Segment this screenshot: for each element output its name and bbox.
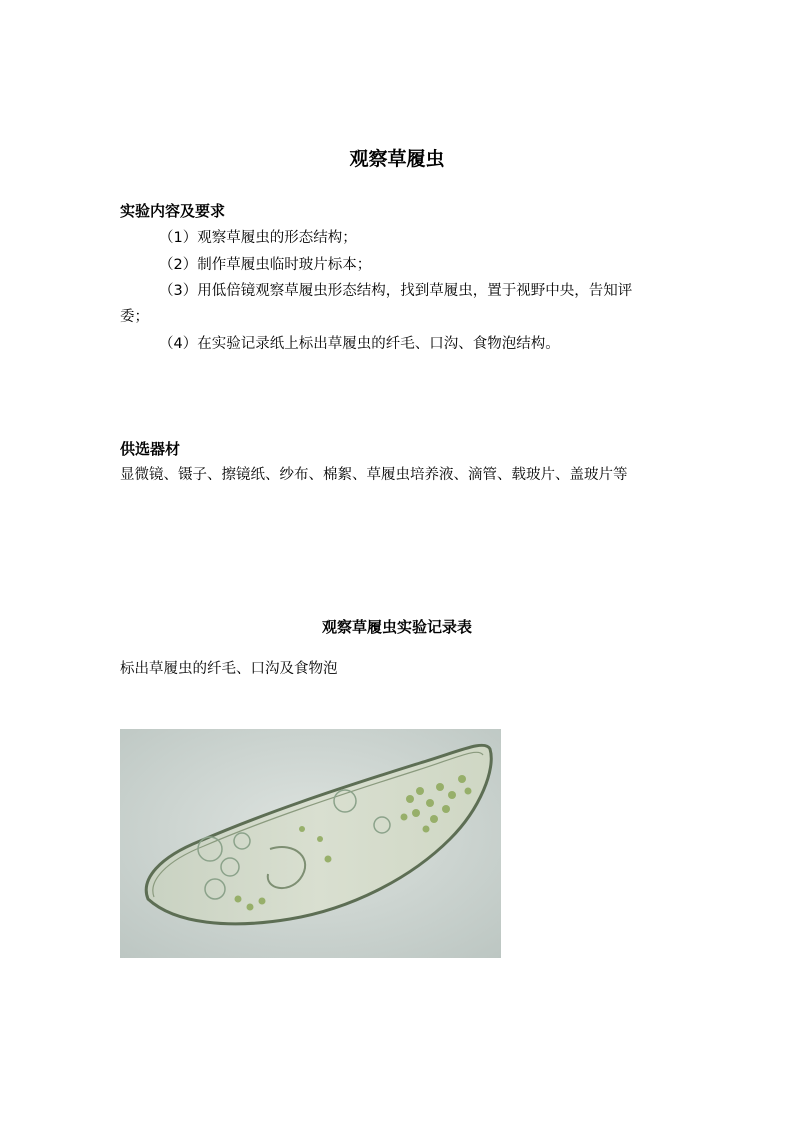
materials-heading: 供选器材 <box>120 440 181 458</box>
page-title: 观察草履虫 <box>349 148 445 170</box>
requirement-item-continued: 委； <box>120 309 149 325</box>
requirement-item: （4）在实验记录纸上标出草履虫的纤毛、口沟、食物泡结构。 <box>159 336 560 352</box>
record-instruction: 标出草履虫的纤毛、口沟及食物泡 <box>120 661 338 677</box>
materials-list: 显微镜、镊子、擦镜纸、纱布、棉絮、草履虫培养液、滴管、载玻片、盖玻片等 <box>120 467 628 483</box>
requirement-item: （2）制作草履虫临时玻片标本； <box>159 257 372 273</box>
requirement-item: （1）观察草履虫的形态结构； <box>159 230 357 246</box>
requirement-item: （3）用低倍镜观察草履虫形态结构，找到草履虫，置于视野中央，告知评 <box>159 283 633 299</box>
requirements-heading: 实验内容及要求 <box>120 202 226 220</box>
paramecium-micrograph <box>120 729 501 958</box>
record-table-title: 观察草履虫实验记录表 <box>321 618 472 636</box>
